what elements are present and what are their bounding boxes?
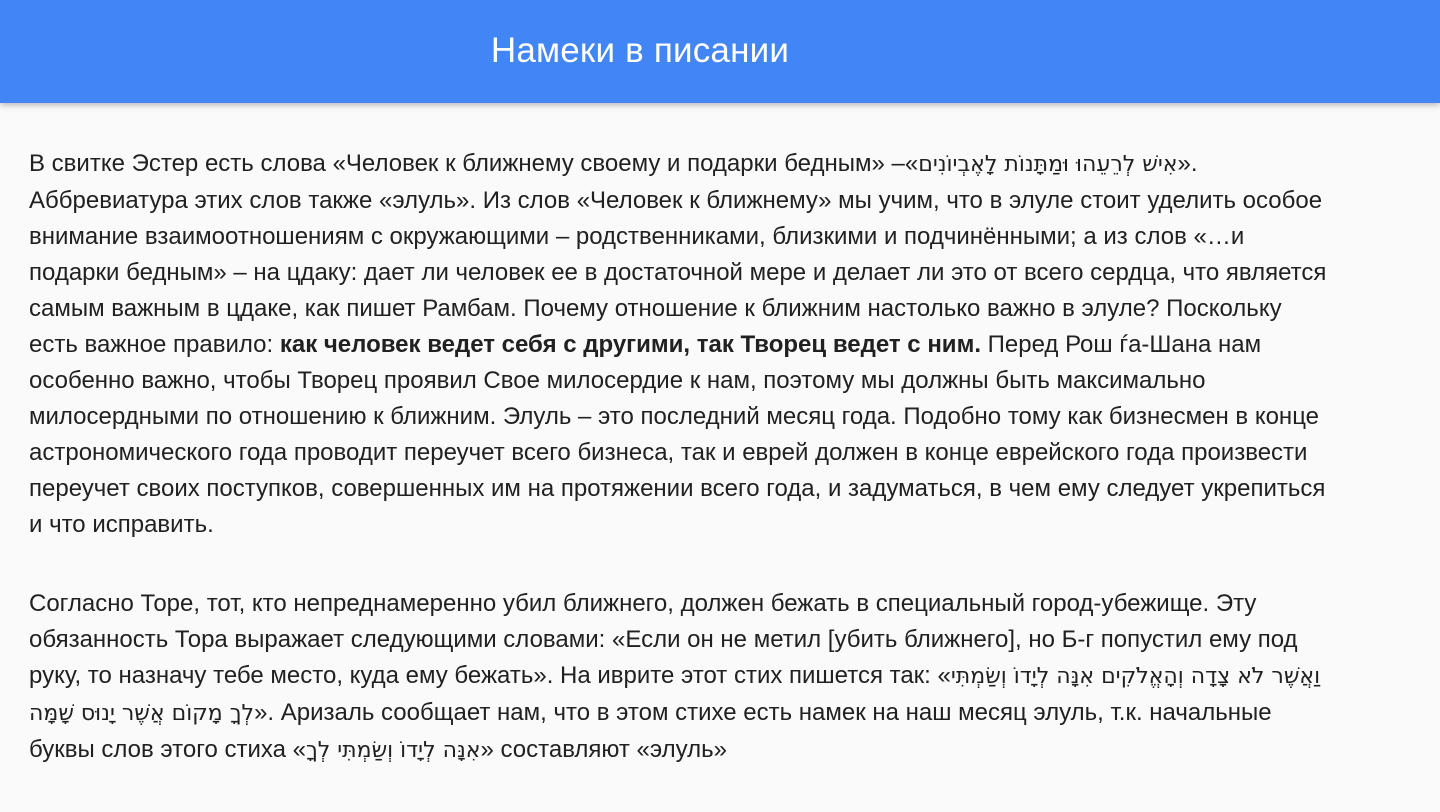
slide-body [29, 146, 1329, 812]
slide-header [0, 0, 1440, 103]
paragraph-2-text-middle: ». Аризаль сообщает нам, что в этом стихе есть намек на наш месяц элуль, т.к. начальные буквы слов этого стиха « [29, 699, 1272, 763]
paragraph-1-text-end: Перед Рош ѓа-Шана нам особенно важно, чтобы Творец проявил Свое милосердие к нам, поэтому мы должны быть максимально милосердными по отношению к ближним. Элуль – это последний месяц года. Подобно тому как бизнесмен в конце астрономического года проводит переучет всего бизнеса, так и еврей должен в конце еврейского года произвести переучет своих поступков, совершенных им на протяжении всего года, и задуматься, в чем ему следует укрепиться и что исправить. [29, 331, 1326, 538]
paragraph-2-text-end: » составляют «элуль» [480, 736, 727, 763]
paragraph-city-of-refuge [29, 586, 1329, 769]
paragraph-elul-acronym [29, 146, 1329, 543]
hebrew-verse-acronym: אִנָּה לְיָדוֹ וְשַׂמְתִּי לְךָ [305, 738, 481, 763]
paragraph-1-bold-rule: как человек ведет себя с другими, так Творец ведет с ним. [279, 331, 981, 358]
slide-title: Намеки в писании [490, 31, 790, 70]
paragraph-1-text-start: В свитке Эстер есть слова «Человек к ближнему своему и подарки бедным» –« [29, 150, 919, 177]
hebrew-verse-refuge: וַאֲשֶׁר לֹא צָדָה וְהָאֱלֹקִים אִנָּה לְיָדוֹ וְשַׂמְתִּי לְךָ מָקוֹם אֲשֶׁר יָנוּס שָׁמָּה [29, 664, 1321, 726]
paragraph-2-text-start: Согласно Торе, тот, кто непреднамеренно убил ближнего, должен бежать в специальный город-убежище. Эту обязанность Тора выражает следующими словами: «Если он не метил [убить ближнего], но Б-г попустил ему под руку, то назначу тебе место, куда ему бежать». На иврите этот стих пишется так: « [29, 590, 1298, 689]
hebrew-quote-esther: אִישׁ לְרֵעֵהוּ וּמַתָּנוֹת לָאֶבְיוֹנִים [918, 152, 1178, 177]
paragraph-1-text-middle: ». Аббревиатура этих слов также «элуль». Из слов «Человек к ближнему» мы учим, что в элуле стоит уделить особое внимание взаимоотношениям с окружающими – родственниками, близкими и подчинёнными; а из слов «…и подарки бедным» – на цдаку: дает ли человек ее в достаточной мере и делает ли это от всего сердца, что является самым важным в цдаке, как пишет Рамбам. Почему отношение к ближним настолько важно в элуле? Поскольку есть важное правило: [29, 150, 1327, 358]
